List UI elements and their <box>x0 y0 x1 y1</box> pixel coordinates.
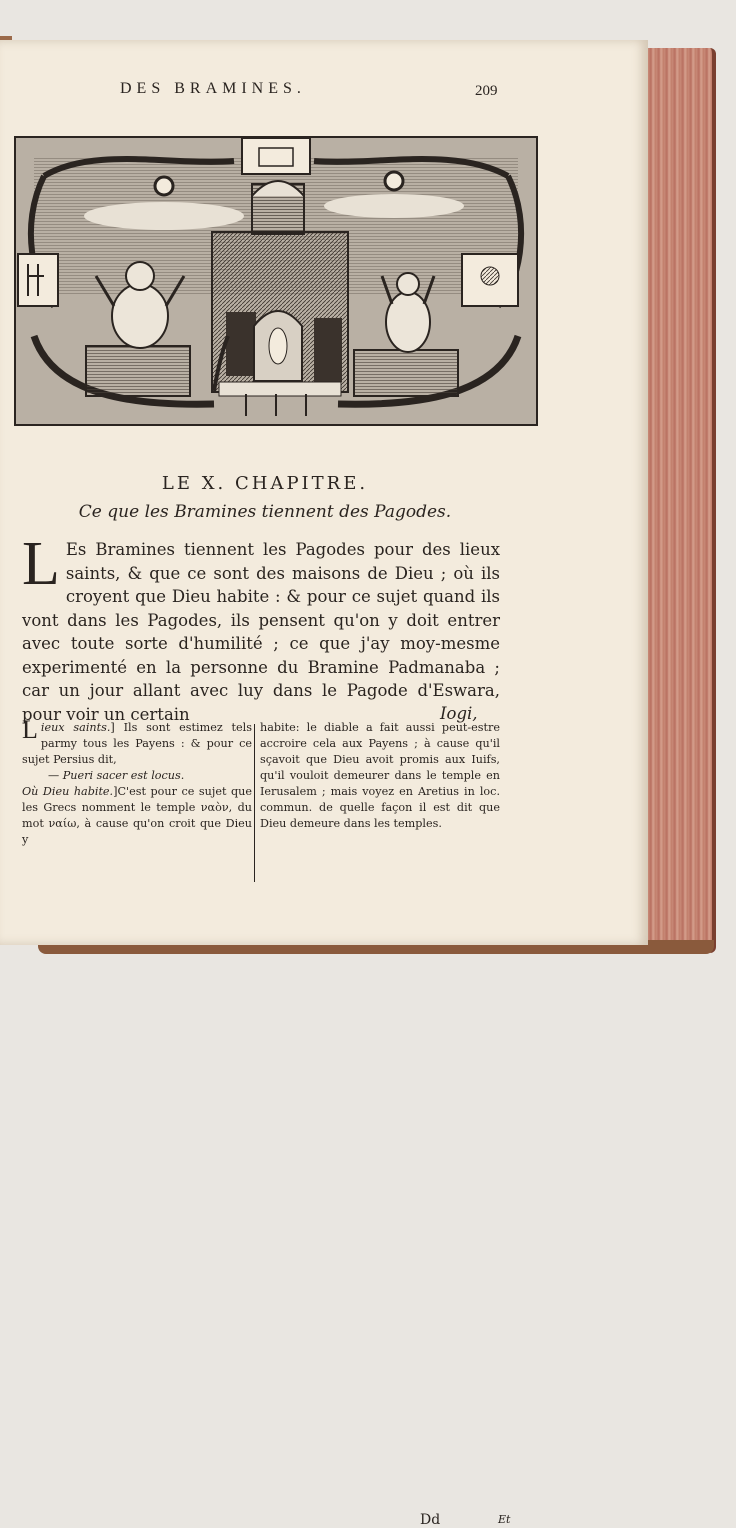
note-lemma: Où Dieu habite. <box>22 785 114 798</box>
note-text: ]C'est pour ce sujet que les Grecs nomment le temple ναὸν, du mot ναίω, à cause qu'on croit que Dieu y <box>22 785 252 846</box>
paragraph-last-word: Iogi, <box>440 704 478 723</box>
footnote-divider <box>254 724 255 882</box>
engraving-illustration <box>14 136 538 426</box>
note-lemma: ieux saints. <box>40 721 111 734</box>
chapter-title: LE X. CHAPITRE. <box>161 473 369 494</box>
page-edges <box>640 48 716 953</box>
book-page <box>0 40 648 1528</box>
page-number: 209 <box>475 83 498 99</box>
main-paragraph-body: Es Bramines tiennent les Pagodes pour des lieux saints, & que ce sont des maisons de Dieu ; où ils croyent que Dieu habite : & pour ce sujet quand ils vont dans les Pagodes, ils pensent qu'on y doit entrer avec toute sorte d'humilité ; ce que j'ay moy-mesme experimenté en la personne du Bramine Padmanaba ; car un jour allant avec luy dans le Pagode d'Eswara, pour voir un certain <box>22 540 500 724</box>
chapter-subtitle: Ce que les Bramines tiennent des Pagodes. <box>78 502 452 522</box>
note-initial: L <box>22 715 38 744</box>
note-text: ] Ils sont estimez tels parmy tous les Payens : & pour ce sujet Persius dit, <box>22 721 252 766</box>
main-paragraph <box>22 530 500 726</box>
signature-mark: Dd <box>420 1512 441 1528</box>
note-quotation: — Pueri sacer est locus. <box>48 769 185 782</box>
catchword: Et <box>498 1513 511 1526</box>
footnote-column-right: habite: le diable a fait aussi peut-estre accroire cela aux Payens ; à cause qu'il sçavoit que Dieu avoit promis aux Iuifs, qu'il vouloit demeurer dans le temple en Ierusalem ; mais voyez en Aretius in loc. commun. de quelle façon il est dit que Dieu demeure dans les temples. <box>260 721 500 830</box>
footnote-column-left <box>22 715 252 848</box>
running-head: DES BRAMINES. <box>120 80 306 97</box>
drop-cap: L <box>22 530 60 598</box>
